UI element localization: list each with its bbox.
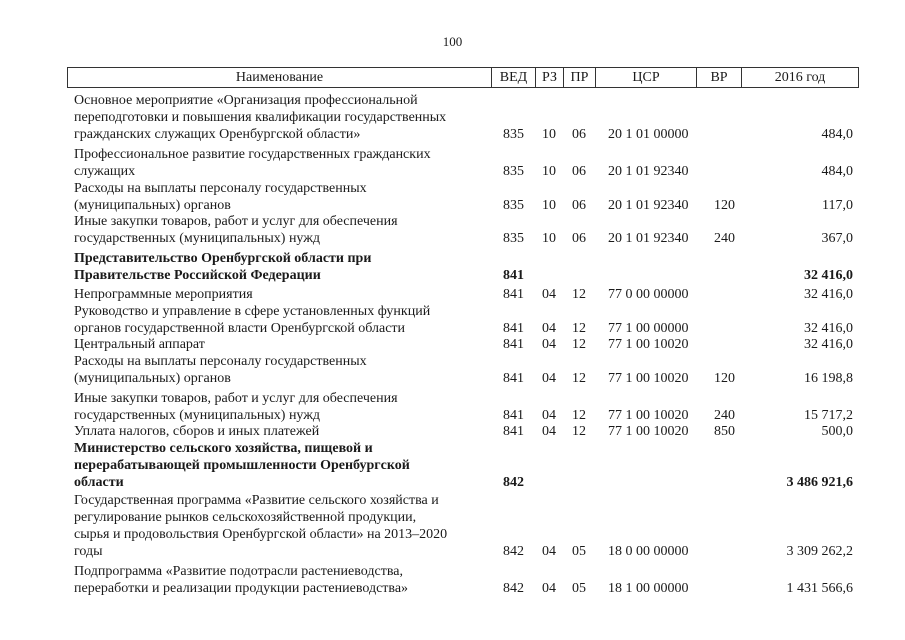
row-ved: 841	[503, 371, 524, 386]
row-vr: 240	[714, 231, 735, 246]
row-csr: 77 1 00 10020	[608, 337, 689, 352]
row-amount: 3 486 921,6	[786, 475, 853, 490]
row-name-line: Государственная программа «Развитие сельского хозяйства и	[74, 493, 439, 508]
row-pr: 06	[572, 127, 586, 142]
row-name-line: Расходы на выплаты персоналу государственных	[74, 354, 367, 369]
row-rz: 04	[542, 287, 556, 302]
table-row	[0, 563, 905, 597]
row-ved: 841	[503, 287, 524, 302]
row-name	[74, 286, 489, 303]
row-name-line: Представительство Оренбургской области при	[74, 251, 372, 266]
row-name-line: Профессиональное развитие государственных гражданских	[74, 147, 431, 162]
row-ved: 841	[503, 268, 524, 283]
row-amount: 32 416,0	[804, 321, 853, 336]
header-csr: ЦСР	[596, 68, 697, 87]
row-csr: 18 0 00 00000	[608, 544, 689, 559]
row-pr: 12	[572, 337, 586, 352]
row-pr: 12	[572, 408, 586, 423]
row-name-line: служащих	[74, 164, 136, 179]
row-amount: 32 416,0	[804, 287, 853, 302]
table-header	[67, 67, 859, 88]
row-csr: 18 1 00 00000	[608, 581, 689, 596]
row-ved: 835	[503, 198, 524, 213]
row-name-line: перерабатывающей промышленности Оренбургской	[74, 458, 410, 473]
row-name	[74, 440, 489, 491]
row-vr: 120	[714, 371, 735, 386]
row-name	[74, 336, 489, 353]
header-vr: ВР	[697, 68, 742, 87]
table-row	[0, 336, 905, 353]
header-year: 2016 год	[774, 69, 826, 85]
row-rz: 10	[542, 164, 556, 179]
row-name-line: Подпрограмма «Развитие подотрасли растениеводства,	[74, 564, 403, 579]
row-name	[74, 353, 489, 387]
row-ved: 841	[503, 408, 524, 423]
row-name	[74, 423, 489, 440]
row-name-line: гражданских служащих Оренбургской области»	[74, 127, 361, 142]
row-pr: 12	[572, 424, 586, 439]
row-rz: 04	[542, 544, 556, 559]
row-csr: 77 1 00 00000	[608, 321, 689, 336]
row-amount: 32 416,0	[804, 337, 853, 352]
header-rz: РЗ	[536, 68, 564, 87]
header-name: Наименование	[68, 68, 492, 87]
table-row	[0, 180, 905, 214]
row-name-line: Иные закупки товаров, работ и услуг для обеспечения	[74, 391, 398, 406]
table-row	[0, 146, 905, 180]
table-row	[0, 286, 905, 303]
row-pr: 06	[572, 164, 586, 179]
row-name-line: Уплата налогов, сборов и иных платежей	[74, 424, 320, 439]
row-ved: 842	[503, 581, 524, 596]
row-pr: 05	[572, 581, 586, 596]
row-amount: 484,0	[821, 164, 853, 179]
table-row	[0, 390, 905, 424]
row-amount: 3 309 262,2	[786, 544, 853, 559]
row-name-line: сырья и продовольствия Оренбургской области» на 2013–2020	[74, 527, 448, 542]
row-pr: 12	[572, 371, 586, 386]
row-name	[74, 390, 489, 424]
row-name-line: органов государственной власти Оренбургской области	[74, 321, 406, 336]
row-pr: 12	[572, 321, 586, 336]
row-name-line: Центральный аппарат	[74, 337, 205, 352]
row-rz: 04	[542, 408, 556, 423]
row-vr: 120	[714, 198, 735, 213]
row-ved: 835	[503, 231, 524, 246]
row-rz: 10	[542, 231, 556, 246]
row-amount: 1 431 566,6	[786, 581, 853, 596]
row-pr: 05	[572, 544, 586, 559]
row-ved: 835	[503, 164, 524, 179]
table-row	[0, 250, 905, 284]
row-name-line: годы	[74, 544, 103, 559]
row-name	[74, 146, 489, 180]
row-csr: 77 1 00 10020	[608, 371, 689, 386]
row-name-line: Руководство и управление в сфере установленных функций	[74, 304, 431, 319]
row-name-line: Правительстве Российской Федерации	[74, 268, 321, 283]
row-name-line: переработки и реализации продукции растениеводства»	[74, 581, 409, 596]
row-amount: 500,0	[821, 424, 853, 439]
row-name-line: области	[74, 475, 124, 490]
row-rz: 04	[542, 581, 556, 596]
row-name	[74, 492, 489, 560]
page-number: 100	[442, 34, 463, 49]
row-name-line: регулирование рынков сельскохозяйственной продукции,	[74, 510, 417, 525]
row-ved: 841	[503, 424, 524, 439]
row-ved: 841	[503, 321, 524, 336]
row-name	[74, 250, 489, 284]
row-ved: 842	[503, 544, 524, 559]
row-vr: 240	[714, 408, 735, 423]
row-name-line: переподготовки и повышения квалификации государственных	[74, 110, 447, 125]
row-rz: 04	[542, 424, 556, 439]
row-pr: 06	[572, 198, 586, 213]
row-name	[74, 92, 489, 143]
row-name-line: Расходы на выплаты персоналу государственных	[74, 181, 367, 196]
table-row	[0, 213, 905, 247]
row-amount: 117,0	[822, 198, 853, 213]
header-pr: ПР	[564, 68, 596, 87]
row-amount: 367,0	[821, 231, 853, 246]
row-csr: 20 1 01 92340	[608, 198, 689, 213]
row-amount: 484,0	[821, 127, 853, 142]
row-name	[74, 213, 489, 247]
table-row	[0, 353, 905, 387]
row-name-line: Основное мероприятие «Организация профессиональной	[74, 93, 418, 108]
row-name	[74, 180, 489, 214]
row-amount: 15 717,2	[804, 408, 853, 423]
row-name-line: государственных (муниципальных) нужд	[74, 231, 321, 246]
row-rz: 10	[542, 127, 556, 142]
table-row	[0, 492, 905, 560]
row-rz: 10	[542, 198, 556, 213]
table-row	[0, 423, 905, 440]
row-pr: 06	[572, 231, 586, 246]
row-csr: 20 1 01 00000	[608, 127, 689, 142]
table-row	[0, 440, 905, 491]
header-ved: ВЕД	[492, 68, 536, 87]
row-ved: 841	[503, 337, 524, 352]
row-rz: 04	[542, 337, 556, 352]
row-name-line: Иные закупки товаров, работ и услуг для обеспечения	[74, 214, 398, 229]
row-amount: 16 198,8	[804, 371, 853, 386]
row-rz: 04	[542, 371, 556, 386]
row-name	[74, 563, 489, 597]
row-vr: 850	[714, 424, 735, 439]
row-ved: 835	[503, 127, 524, 142]
row-name-line: (муниципальных) органов	[74, 198, 231, 213]
row-name-line: Непрограммные мероприятия	[74, 287, 253, 302]
row-csr: 77 1 00 10020	[608, 408, 689, 423]
row-csr: 77 1 00 10020	[608, 424, 689, 439]
row-csr: 77 0 00 00000	[608, 287, 689, 302]
row-name-line: Министерство сельского хозяйства, пищевой и	[74, 441, 373, 456]
table-row	[0, 92, 905, 143]
row-ved: 842	[503, 475, 524, 490]
row-name-line: государственных (муниципальных) нужд	[74, 408, 321, 423]
row-pr: 12	[572, 287, 586, 302]
row-csr: 20 1 01 92340	[608, 231, 689, 246]
row-csr: 20 1 01 92340	[608, 164, 689, 179]
table-row	[0, 303, 905, 337]
row-rz: 04	[542, 321, 556, 336]
row-name-line: (муниципальных) органов	[74, 371, 231, 386]
row-amount: 32 416,0	[804, 268, 853, 283]
row-name	[74, 303, 489, 337]
